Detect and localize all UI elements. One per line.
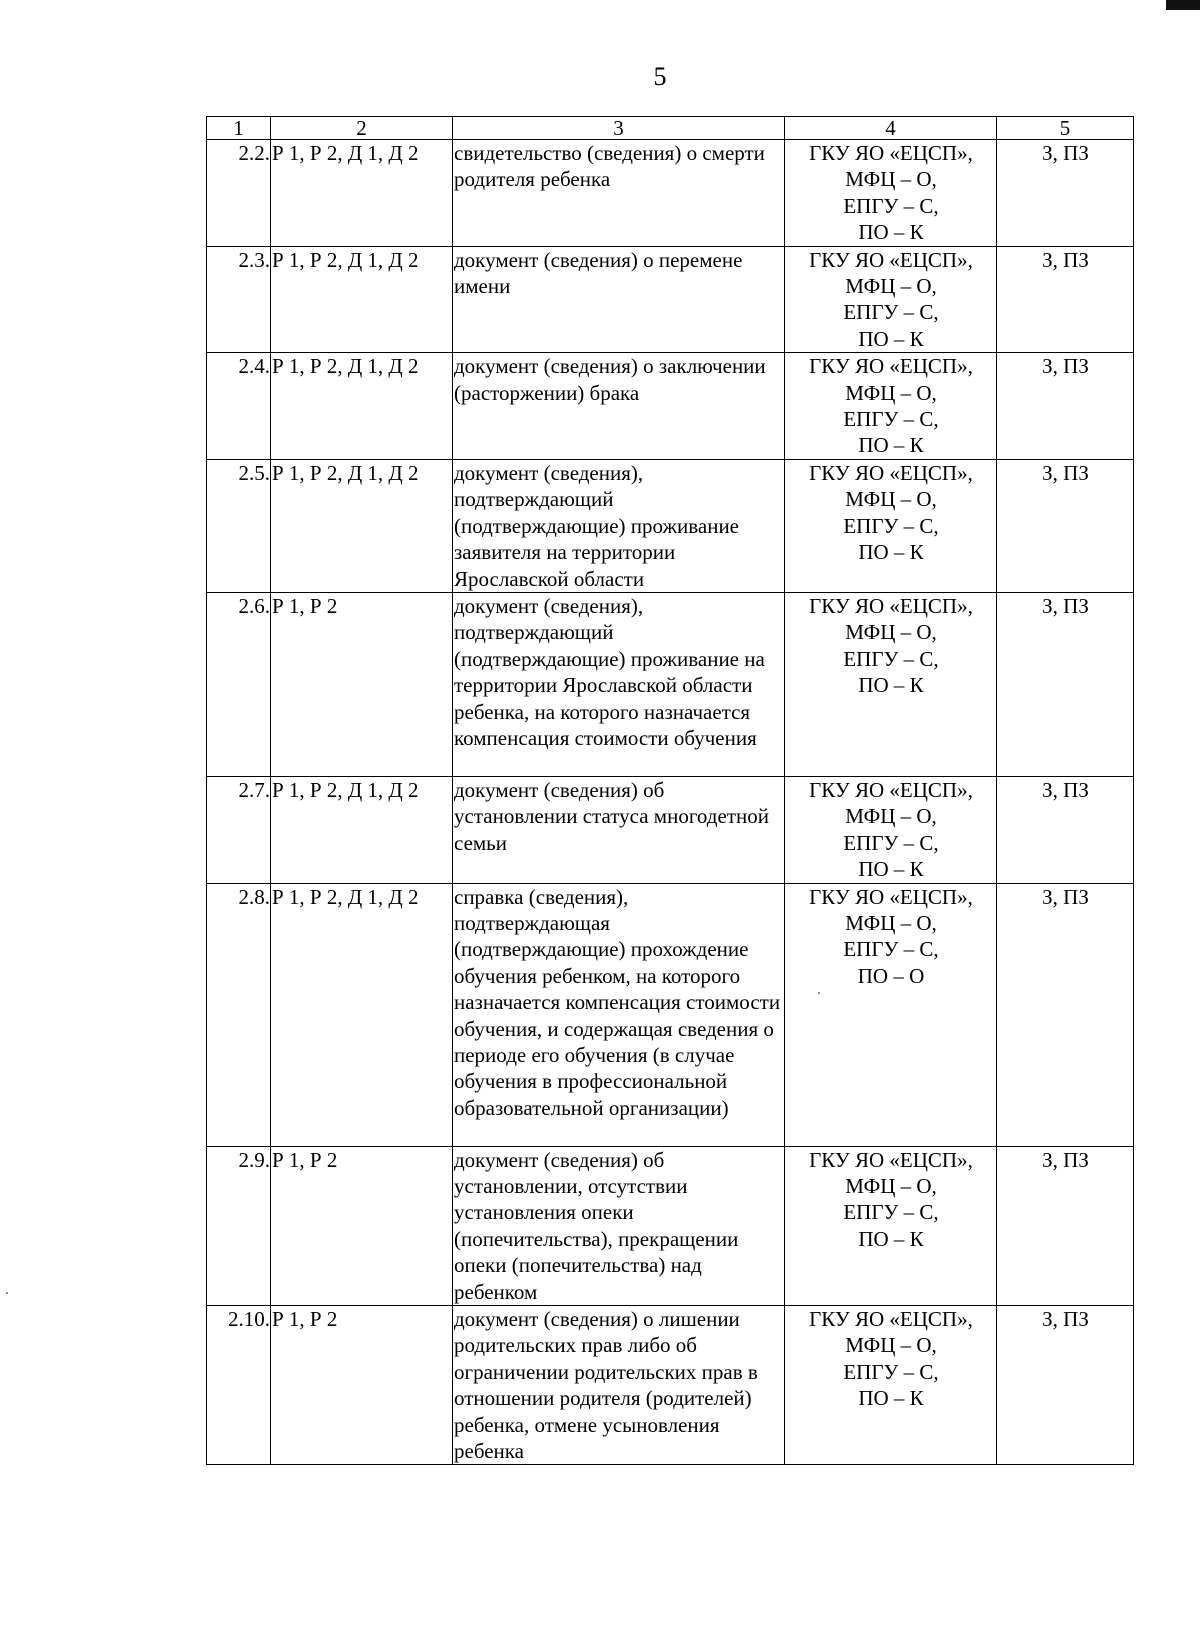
org-line: ЕПГУ – С, bbox=[843, 830, 939, 855]
scan-speck bbox=[818, 992, 820, 994]
org-line: ЕПГУ – С, bbox=[843, 407, 939, 432]
row-form: З, ПЗ bbox=[997, 140, 1134, 247]
column-header-3: 3 bbox=[453, 117, 785, 140]
org-line: МФЦ – О, bbox=[845, 167, 937, 192]
row-description: документ (сведения) об установлении, отсутствии установления опеки (попечительства), прекращении опеки (попечительства) над ребенком bbox=[453, 1146, 785, 1305]
row-organization bbox=[785, 592, 997, 776]
table-row bbox=[207, 883, 1134, 1146]
row-form: З, ПЗ bbox=[997, 353, 1134, 460]
row-description: свидетельство (сведения) о смерти родителя ребенка bbox=[453, 140, 785, 247]
row-form: З, ПЗ bbox=[997, 592, 1134, 776]
row-form: З, ПЗ bbox=[997, 883, 1134, 1146]
row-documents: Р 1, Р 2 bbox=[271, 1146, 453, 1305]
row-description: документ (сведения), подтверждающий (подтверждающие) проживание на территории Ярославской области ребенка, на которого назначается компенсация стоимости обучения bbox=[453, 592, 785, 776]
table-row bbox=[207, 1305, 1134, 1464]
row-description: документ (сведения) о лишении родительских прав либо об ограничении родительских прав в отношении родителя (родителей) ребенка, отмене усыновления ребенка bbox=[453, 1305, 785, 1464]
row-number: 2.6. bbox=[207, 592, 271, 776]
org-line: ЕПГУ – С, bbox=[843, 300, 939, 325]
row-organization bbox=[785, 1146, 997, 1305]
org-line: ПО – К bbox=[858, 673, 924, 698]
scan-edge-mark bbox=[1166, 0, 1200, 10]
org-line: ЕПГУ – С, bbox=[843, 193, 939, 218]
org-line: ГКУ ЯО «ЕЦСП», bbox=[809, 884, 973, 909]
row-description: документ (сведения) о заключении (расторжении) брака bbox=[453, 353, 785, 460]
org-line: ГКУ ЯО «ЕЦСП», bbox=[809, 1147, 973, 1172]
org-line: ГКУ ЯО «ЕЦСП», bbox=[809, 1306, 973, 1331]
row-organization bbox=[785, 353, 997, 460]
org-line: МФЦ – О, bbox=[845, 910, 937, 935]
org-line: ЕПГУ – С, bbox=[843, 646, 939, 671]
org-line: ГКУ ЯО «ЕЦСП», bbox=[809, 247, 973, 272]
table-row bbox=[207, 1146, 1134, 1305]
column-header-1: 1 bbox=[207, 117, 271, 140]
org-line: МФЦ – О, bbox=[845, 1333, 937, 1358]
org-line: ПО – К bbox=[858, 540, 924, 565]
column-header-5: 5 bbox=[997, 117, 1134, 140]
row-organization bbox=[785, 1305, 997, 1464]
org-line: ПО – К bbox=[858, 220, 924, 245]
row-documents: Р 1, Р 2, Д 1, Д 2 bbox=[271, 246, 453, 353]
scan-speck bbox=[6, 1292, 8, 1294]
row-number: 2.2. bbox=[207, 140, 271, 247]
table-row bbox=[207, 353, 1134, 460]
table-row bbox=[207, 459, 1134, 592]
row-description: справка (сведения), подтверждающая (подтверждающие) прохождение обучения ребенком, на которого назначается компенсация стоимости обучения, и содержащая сведения о периоде его обучения (в случае обучения в профессиональной образовательной организации) bbox=[453, 883, 785, 1146]
row-documents: Р 1, Р 2, Д 1, Д 2 bbox=[271, 459, 453, 592]
org-line: ГКУ ЯО «ЕЦСП», bbox=[809, 460, 973, 485]
row-description: документ (сведения) об установлении статуса многодетной семьи bbox=[453, 776, 785, 883]
org-line: МФЦ – О, bbox=[845, 380, 937, 405]
row-documents: Р 1, Р 2 bbox=[271, 592, 453, 776]
row-form: З, ПЗ bbox=[997, 246, 1134, 353]
table-body bbox=[207, 140, 1134, 1465]
org-line: МФЦ – О, bbox=[845, 1173, 937, 1198]
row-documents: Р 1, Р 2, Д 1, Д 2 bbox=[271, 140, 453, 247]
row-number: 2.9. bbox=[207, 1146, 271, 1305]
row-documents: Р 1, Р 2 bbox=[271, 1305, 453, 1464]
row-number: 2.8. bbox=[207, 883, 271, 1146]
row-documents: Р 1, Р 2, Д 1, Д 2 bbox=[271, 353, 453, 460]
row-description: документ (сведения) о перемене имени bbox=[453, 246, 785, 353]
row-form: З, ПЗ bbox=[997, 459, 1134, 592]
org-line: МФЦ – О, bbox=[845, 620, 937, 645]
org-line: ПО – К bbox=[858, 1386, 924, 1411]
row-number: 2.3. bbox=[207, 246, 271, 353]
table-row bbox=[207, 140, 1134, 247]
org-line: ПО – К bbox=[858, 433, 924, 458]
table-row bbox=[207, 592, 1134, 776]
org-line: ГКУ ЯО «ЕЦСП», bbox=[809, 141, 973, 165]
table-row bbox=[207, 246, 1134, 353]
row-number: 2.10. bbox=[207, 1305, 271, 1464]
table-header-row bbox=[207, 117, 1134, 140]
org-line: ЕПГУ – С, bbox=[843, 1359, 939, 1384]
row-organization bbox=[785, 246, 997, 353]
row-form: З, ПЗ bbox=[997, 776, 1134, 883]
row-organization bbox=[785, 459, 997, 592]
org-line: ПО – К bbox=[858, 857, 924, 882]
row-number: 2.5. bbox=[207, 459, 271, 592]
row-description: документ (сведения), подтверждающий (подтверждающие) проживание заявителя на территории Ярославской области bbox=[453, 459, 785, 592]
row-organization bbox=[785, 883, 997, 1146]
org-line: ЕПГУ – С, bbox=[843, 513, 939, 538]
row-form: З, ПЗ bbox=[997, 1305, 1134, 1464]
org-line: ЕПГУ – С, bbox=[843, 937, 939, 962]
org-line: ГКУ ЯО «ЕЦСП», bbox=[809, 593, 973, 618]
row-number: 2.4. bbox=[207, 353, 271, 460]
org-line: ЕПГУ – С, bbox=[843, 1200, 939, 1225]
row-documents: Р 1, Р 2, Д 1, Д 2 bbox=[271, 883, 453, 1146]
row-organization bbox=[785, 776, 997, 883]
row-number: 2.7. bbox=[207, 776, 271, 883]
row-documents: Р 1, Р 2, Д 1, Д 2 bbox=[271, 776, 453, 883]
org-line: МФЦ – О, bbox=[845, 804, 937, 829]
row-form: З, ПЗ bbox=[997, 1146, 1134, 1305]
org-line: ГКУ ЯО «ЕЦСП», bbox=[809, 777, 973, 802]
documents-table bbox=[206, 116, 1134, 1465]
page-number: 5 bbox=[653, 62, 667, 91]
column-header-4: 4 bbox=[785, 117, 997, 140]
org-line: ПО – О bbox=[857, 963, 925, 988]
table-header bbox=[207, 117, 1134, 140]
column-header-2: 2 bbox=[271, 117, 453, 140]
org-line: МФЦ – О, bbox=[845, 487, 937, 512]
org-line: МФЦ – О, bbox=[845, 274, 937, 299]
org-line: ПО – К bbox=[858, 1226, 924, 1251]
table-row bbox=[207, 776, 1134, 883]
org-line: ПО – К bbox=[858, 326, 924, 351]
row-organization bbox=[785, 140, 997, 247]
org-line: ГКУ ЯО «ЕЦСП», bbox=[809, 354, 973, 379]
